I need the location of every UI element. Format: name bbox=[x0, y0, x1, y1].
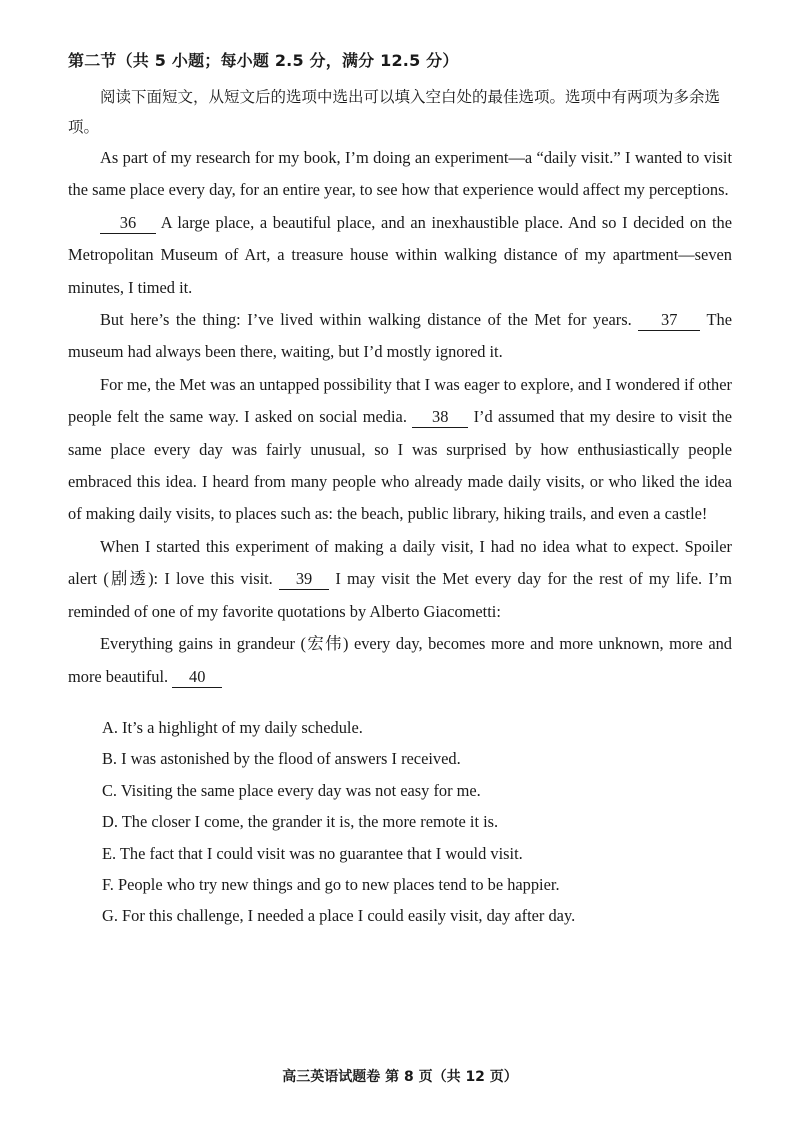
option-e: E. The fact that I could visit was no guarantee that I would visit. bbox=[102, 843, 523, 863]
paragraph-4-after: I’d assumed that my desire to visit the same place every day was fairly unusual, so I was surprised by how enthusiastically people embraced this idea. I heard from many people who already made daily visits, or who liked the idea of making daily visits, to places such as: the beach, public library, hiking trails, and even a castle! bbox=[68, 407, 732, 524]
paragraph-2-text: A large place, a beautiful place, and an inexhaustible place. And so I decided on the Metropolitan Museum of Art, a treasure house within walking distance of my apartment—seven minutes, I timed it. bbox=[68, 212, 732, 297]
answer-options bbox=[102, 712, 742, 932]
section-instruction: 阅读下面短文，从短文后的选项中选出可以填入空白处的最佳选项。选项中有两项为多余选项。 bbox=[68, 88, 721, 136]
passage-paragraph-3 bbox=[68, 304, 732, 369]
paragraph-3-after: The museum had always been there, waiting, but I’d mostly ignored it. bbox=[68, 310, 732, 362]
passage-paragraph-6 bbox=[68, 628, 732, 693]
option-g: G. For this challenge, I needed a place I could easily visit, day after day. bbox=[102, 906, 576, 926]
blank-38: 38 bbox=[412, 407, 468, 428]
option-f: F. People who try new things and go to new places tend to be happier. bbox=[102, 874, 560, 894]
blank-39: 39 bbox=[279, 569, 329, 590]
paragraph-3-before: But here’s the thing: I’ve lived within walking distance of the Met for years. bbox=[100, 310, 632, 330]
blank-36: 36 bbox=[100, 213, 156, 234]
blank-40: 40 bbox=[172, 667, 222, 688]
option-c: C. Visiting the same place every day was not easy for me. bbox=[102, 780, 481, 800]
passage-paragraph-5 bbox=[68, 531, 732, 628]
passage-paragraph-2 bbox=[68, 207, 732, 304]
paragraph-6-before: Everything gains in grandeur (宏伟) every day, becomes more and more unknown, more and more beautiful. bbox=[68, 634, 732, 686]
option-b: B. I was astonished by the flood of answers I received. bbox=[102, 749, 461, 769]
passage-paragraph-4 bbox=[68, 369, 732, 531]
section-title: 第二节（共 5 小题；每小题 2.5 分，满分 12.5 分） bbox=[68, 51, 459, 70]
blank-37: 37 bbox=[638, 310, 700, 331]
page-footer: 高三英语试题卷 第 8 页（共 12 页） bbox=[282, 1069, 518, 1085]
reading-passage bbox=[68, 142, 732, 693]
paragraph-5-after: I may visit the Met every day for the rest of my life. I’m reminded of one of my favorite quotations by Alberto Giacometti: bbox=[68, 569, 732, 621]
option-d: D. The closer I come, the grander it is, the more remote it is. bbox=[102, 812, 499, 832]
paragraph-5-before: When I started this experiment of making a daily visit, I had no idea what to expect. Spoiler alert (剧透): I love this visit. bbox=[68, 536, 732, 589]
paragraph-4-before: For me, the Met was an untapped possibility that I was eager to explore, and I wondered if other people felt the same way. I asked on social media. bbox=[68, 374, 732, 427]
passage-paragraph-1: As part of my research for my book, I’m doing an experiment—a “daily visit.” I wanted to visit the same place every day, for an entire year, to see how that experience would affect my perceptions. bbox=[68, 148, 732, 200]
option-a: A. It’s a highlight of my daily schedule. bbox=[102, 718, 363, 737]
